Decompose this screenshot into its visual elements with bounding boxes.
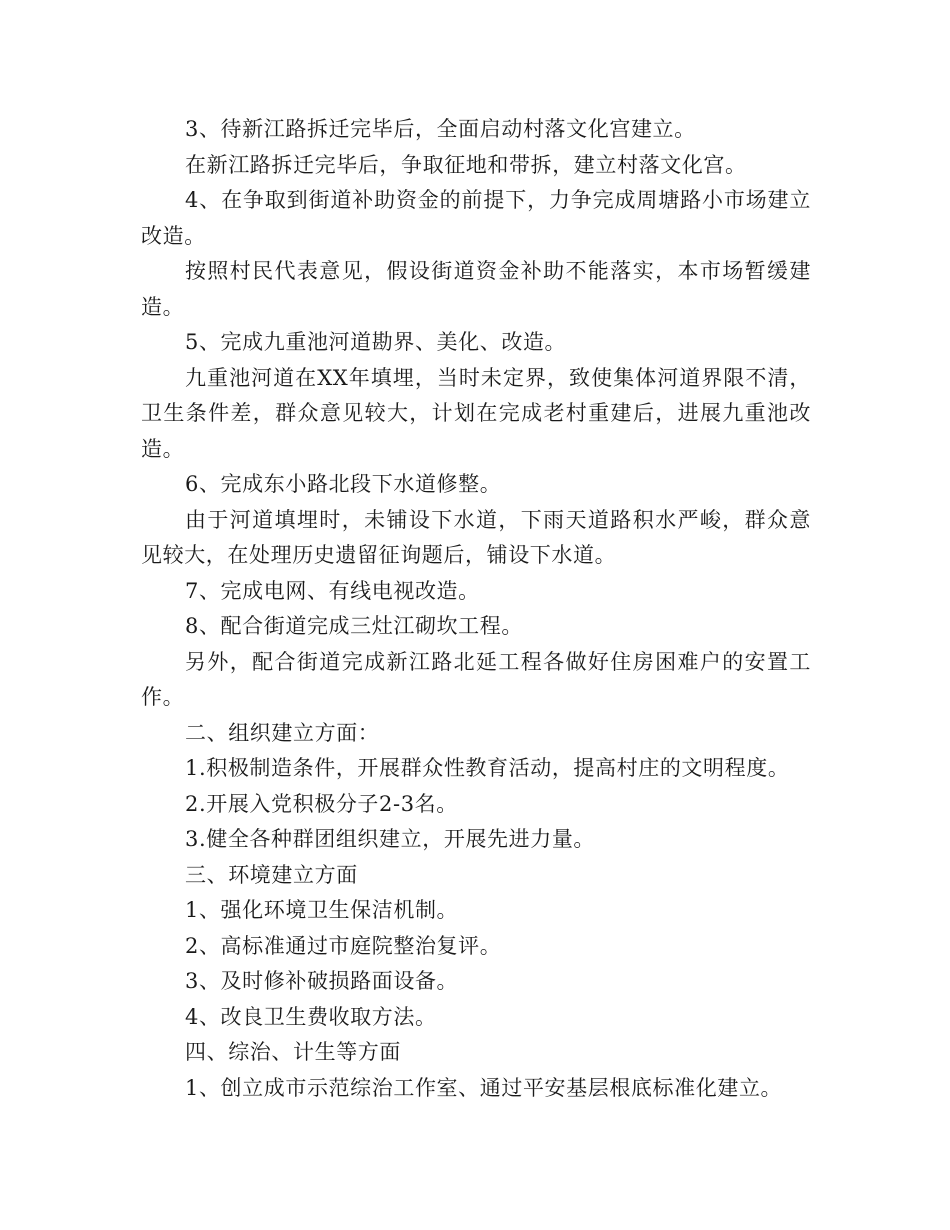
- environment-item-3: 3、及时修补破损路面设备。: [185, 969, 459, 993]
- environment-item-2: 2、高标准通过市庭院整治复评。: [185, 933, 502, 958]
- section-heading-environment: 三、环境建立方面: [185, 862, 358, 887]
- environment-item-1: 1、强化环境卫生保洁机制。: [185, 898, 459, 922]
- organization-item-1: 1.积极制造条件，开展群众性教育活动，提高村庄的文明程度。: [185, 756, 790, 780]
- section-heading-governance: 四、综治、计生等方面: [185, 1040, 401, 1064]
- paragraph-item-3-heading: 3、待新江路拆迁完毕后，全面启动村落文化宫建立。: [185, 117, 696, 141]
- paragraph-item-6-heading: 6、完成东小路北段下水道修整。: [185, 472, 502, 496]
- organization-item-2: 2.开展入党积极分子2-3名。: [185, 791, 458, 816]
- paragraph-item-5-heading: 5、完成九重池河道勘界、美化、改造。: [185, 330, 567, 354]
- paragraph-additional-note: 另外，配合街道完成新江路北延工程各做好住房困难户的安置工作。: [141, 649, 811, 709]
- governance-item-1: 1、创立成市示范综治工作室、通过平安基层根底标准化建立。: [185, 1075, 783, 1100]
- paragraph-item-7-heading: 7、完成电网、有线电视改造。: [185, 578, 480, 603]
- document-body: [141, 112, 811, 1106]
- section-heading-organization: 二、组织建立方面：: [185, 720, 380, 745]
- environment-item-4: 4、改良卫生费收取方法。: [185, 1004, 437, 1029]
- paragraph-item-4-heading: 4、在争取到街道补助资金的前提下，力争完成周塘路小市场建立改造。: [141, 188, 811, 248]
- paragraph-item-4-detail: 按照村民代表意见，假设街道资金补助不能落实，本市场暂缓建造。: [141, 259, 811, 319]
- organization-item-3: 3.健全各种群团组织建立，开展先进力量。: [185, 827, 596, 851]
- paragraph-item-5-detail: 九重池河道在XX年填埋，当时未定界，致使集体河道界限不清，卫生条件差，群众意见较大，计划在完成老村重建后，进展九重池改造。: [141, 365, 811, 461]
- paragraph-item-8-heading: 8、配合街道完成三灶江砌坎工程。: [185, 614, 523, 638]
- paragraph-item-6-detail: 由于河道填埋时，未铺设下水道，下雨天道路积水严峻，群众意见较大，在处理历史遗留征询题后，铺设下水道。: [141, 507, 811, 567]
- paragraph-item-3-detail: 在新江路拆迁完毕后，争取征地和带拆，建立村落文化宫。: [185, 152, 747, 177]
